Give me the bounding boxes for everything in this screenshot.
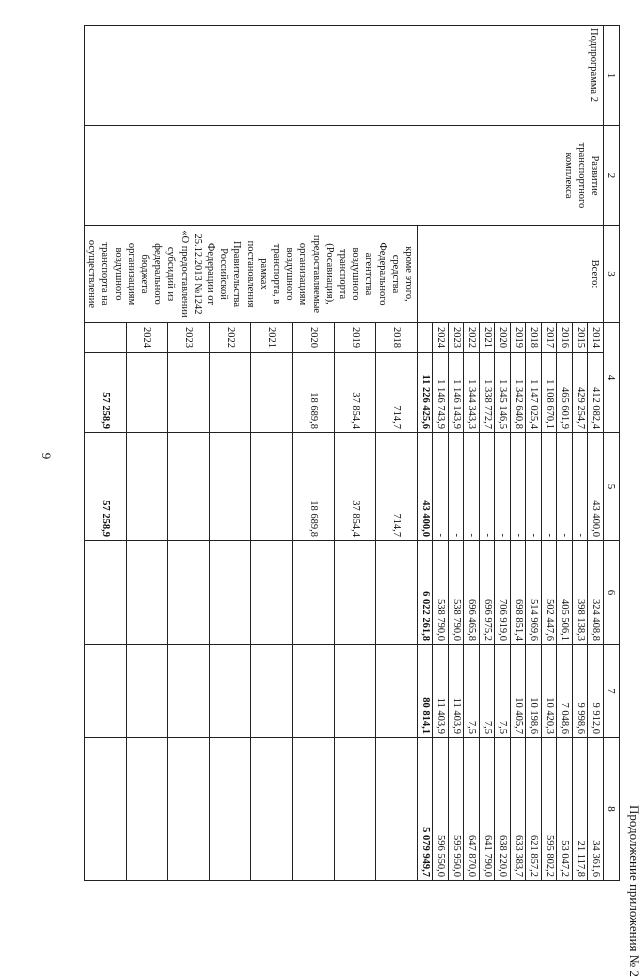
amount-cell: 1 338 772,7 bbox=[480, 353, 496, 433]
amount-cell bbox=[209, 738, 251, 881]
amount-cell bbox=[84, 738, 126, 881]
header-cell: 1 bbox=[604, 26, 620, 126]
amount-cell: 698 851,4 bbox=[511, 541, 527, 645]
program-name: Развитие транспортного комплекса bbox=[84, 126, 603, 226]
amount-cell: 11 403,9 bbox=[433, 645, 449, 738]
amount-cell: - bbox=[449, 433, 465, 541]
amount-cell: 398 138,3 bbox=[573, 541, 589, 645]
rotated-page bbox=[60, 25, 642, 977]
amount-cell: 595 802,2 bbox=[542, 738, 558, 881]
table-row bbox=[604, 26, 620, 881]
amount-cell bbox=[84, 541, 126, 645]
header-cell: 7 bbox=[604, 645, 620, 738]
total-cell: 5 079 949,7 bbox=[418, 738, 434, 881]
total-year-blank bbox=[84, 323, 126, 353]
total-cell: 80 814,1 bbox=[418, 645, 434, 738]
amount-cell: 714,7 bbox=[376, 353, 418, 433]
amount-cell: 11 403,9 bbox=[449, 645, 465, 738]
amount-cell: 43 400,0 bbox=[588, 433, 604, 541]
amount-cell: - bbox=[542, 433, 558, 541]
amount-cell: - bbox=[573, 433, 589, 541]
year-cell: 2020 bbox=[293, 323, 335, 353]
year-cell: 2024 bbox=[433, 323, 449, 353]
continuation-note: Продолжение приложения № 2 bbox=[627, 805, 642, 977]
amount-cell bbox=[376, 541, 418, 645]
amount-cell bbox=[334, 541, 376, 645]
amount-cell: 7,5 bbox=[480, 645, 496, 738]
year-cell: 2019 bbox=[511, 323, 527, 353]
amount-cell: 7,5 bbox=[495, 645, 511, 738]
amount-cell bbox=[293, 738, 335, 881]
amount-cell: 647 870,0 bbox=[464, 738, 480, 881]
amount-cell bbox=[293, 645, 335, 738]
year-cell: 2018 bbox=[376, 323, 418, 353]
amount-cell bbox=[376, 738, 418, 881]
year-cell: 2021 bbox=[480, 323, 496, 353]
amount-cell: 10 405,7 bbox=[511, 645, 527, 738]
year-cell: 2021 bbox=[251, 323, 293, 353]
amount-cell: 1 146 143,9 bbox=[449, 353, 465, 433]
year-cell: 2020 bbox=[495, 323, 511, 353]
amount-cell: 696 465,8 bbox=[464, 541, 480, 645]
year-cell: 2014 bbox=[588, 323, 604, 353]
amount-cell: 10 198,6 bbox=[526, 645, 542, 738]
amount-cell bbox=[84, 645, 126, 738]
amount-cell bbox=[126, 738, 168, 881]
amount-cell: 21 117,8 bbox=[573, 738, 589, 881]
amount-cell: 595 950,0 bbox=[449, 738, 465, 881]
amount-cell bbox=[251, 645, 293, 738]
amount-cell: 1 345 146,5 bbox=[495, 353, 511, 433]
amount-cell: 34 361,6 bbox=[588, 738, 604, 881]
amount-cell: 9 912,0 bbox=[588, 645, 604, 738]
table-row bbox=[588, 26, 604, 881]
amount-cell: 7,5 bbox=[464, 645, 480, 738]
amount-cell: - bbox=[495, 433, 511, 541]
amount-cell: 37 854,4 bbox=[334, 433, 376, 541]
header-cell: 6 bbox=[604, 541, 620, 645]
amount-cell: 324 408,8 bbox=[588, 541, 604, 645]
year-cell: 2016 bbox=[557, 323, 573, 353]
amount-cell: - bbox=[480, 433, 496, 541]
amount-cell: 412 082,4 bbox=[588, 353, 604, 433]
header-cell: 2 bbox=[604, 126, 620, 226]
amount-cell bbox=[168, 541, 210, 645]
amount-cell bbox=[251, 738, 293, 881]
amount-cell: 18 689,8 bbox=[293, 433, 335, 541]
program-code: Подпрограмма 2 bbox=[84, 26, 603, 126]
year-cell: 2023 bbox=[449, 323, 465, 353]
amount-cell bbox=[334, 645, 376, 738]
year-cell: 2023 bbox=[168, 323, 210, 353]
amount-cell: 621 857,2 bbox=[526, 738, 542, 881]
amount-cell bbox=[251, 433, 293, 541]
amount-cell: 502 447,6 bbox=[542, 541, 558, 645]
amount-cell: 514 969,6 bbox=[526, 541, 542, 645]
besides-text: кроме этого, средства Федерального агентства воздушного транспорта (Росавиация), предоставляемые организациям воздушного транспорта, в рамках постановления Правительства Российской Федерации от 25.12.2013 №1242 «О предоставлении субсидий из федерального бюджета организациям воздушного транспорта на осуществление bbox=[84, 226, 417, 323]
amount-cell bbox=[293, 541, 335, 645]
amount-cell: 714,7 bbox=[376, 433, 418, 541]
amount-cell: 538 790,0 bbox=[433, 541, 449, 645]
year-cell: 2015 bbox=[573, 323, 589, 353]
year-cell: 2022 bbox=[209, 323, 251, 353]
header-cell: 8 bbox=[604, 738, 620, 881]
amount-cell: 596 550,0 bbox=[433, 738, 449, 881]
year-cell: 2022 bbox=[464, 323, 480, 353]
amount-cell bbox=[251, 541, 293, 645]
amount-cell bbox=[376, 645, 418, 738]
header-cell: 4 bbox=[604, 323, 620, 433]
total-year-blank bbox=[418, 323, 434, 353]
total-cell: 57 258,9 bbox=[84, 353, 126, 433]
header-cell: 3 bbox=[604, 226, 620, 323]
amount-cell: 429 254,7 bbox=[573, 353, 589, 433]
amount-cell: 18 689,8 bbox=[293, 353, 335, 433]
amount-cell: 7 048,6 bbox=[557, 645, 573, 738]
amount-cell bbox=[209, 645, 251, 738]
amount-cell bbox=[334, 738, 376, 881]
amount-cell bbox=[209, 541, 251, 645]
amount-cell: - bbox=[464, 433, 480, 541]
header-cell: 5 bbox=[604, 433, 620, 541]
amount-cell: - bbox=[557, 433, 573, 541]
amount-cell: 1 147 025,4 bbox=[526, 353, 542, 433]
amount-cell: 638 220,0 bbox=[495, 738, 511, 881]
amount-cell: 10 420,3 bbox=[542, 645, 558, 738]
amount-cell: 696 975,2 bbox=[480, 541, 496, 645]
amount-cell bbox=[168, 433, 210, 541]
amount-cell: 465 601,9 bbox=[557, 353, 573, 433]
amount-cell: - bbox=[526, 433, 542, 541]
amount-cell bbox=[251, 353, 293, 433]
amount-cell: 53 047,2 bbox=[557, 738, 573, 881]
amount-cell: 633 383,7 bbox=[511, 738, 527, 881]
amount-cell: 1 344 343,3 bbox=[464, 353, 480, 433]
amount-cell: 1 146 743,9 bbox=[433, 353, 449, 433]
total-cell: 57 258,9 bbox=[84, 433, 126, 541]
year-cell: 2017 bbox=[542, 323, 558, 353]
amount-cell bbox=[209, 353, 251, 433]
amount-cell bbox=[126, 353, 168, 433]
amount-cell bbox=[126, 433, 168, 541]
amount-cell bbox=[168, 353, 210, 433]
amount-cell: 641 790,0 bbox=[480, 738, 496, 881]
amount-cell bbox=[168, 738, 210, 881]
total-cell: 11 226 425,6 bbox=[418, 353, 434, 433]
amount-cell bbox=[126, 541, 168, 645]
amount-cell: 37 854,4 bbox=[334, 353, 376, 433]
amount-cell: 405 506,1 bbox=[557, 541, 573, 645]
total-cell: 43 400,0 bbox=[418, 433, 434, 541]
amount-cell: 1 342 640,8 bbox=[511, 353, 527, 433]
total-cell: 6 022 261,8 bbox=[418, 541, 434, 645]
amount-cell: 538 790,0 bbox=[449, 541, 465, 645]
amount-cell bbox=[126, 645, 168, 738]
year-cell: 2019 bbox=[334, 323, 376, 353]
amount-cell: - bbox=[511, 433, 527, 541]
year-cell: 2018 bbox=[526, 323, 542, 353]
amount-cell bbox=[209, 433, 251, 541]
amount-cell: 1 108 670,1 bbox=[542, 353, 558, 433]
amount-cell: 706 919,0 bbox=[495, 541, 511, 645]
total-label: Всего: bbox=[418, 226, 604, 323]
budget-table bbox=[84, 25, 620, 881]
amount-cell bbox=[168, 645, 210, 738]
page-number: 6 bbox=[38, 452, 53, 460]
amount-cell: - bbox=[433, 433, 449, 541]
amount-cell: 9 998,6 bbox=[573, 645, 589, 738]
year-cell: 2024 bbox=[126, 323, 168, 353]
